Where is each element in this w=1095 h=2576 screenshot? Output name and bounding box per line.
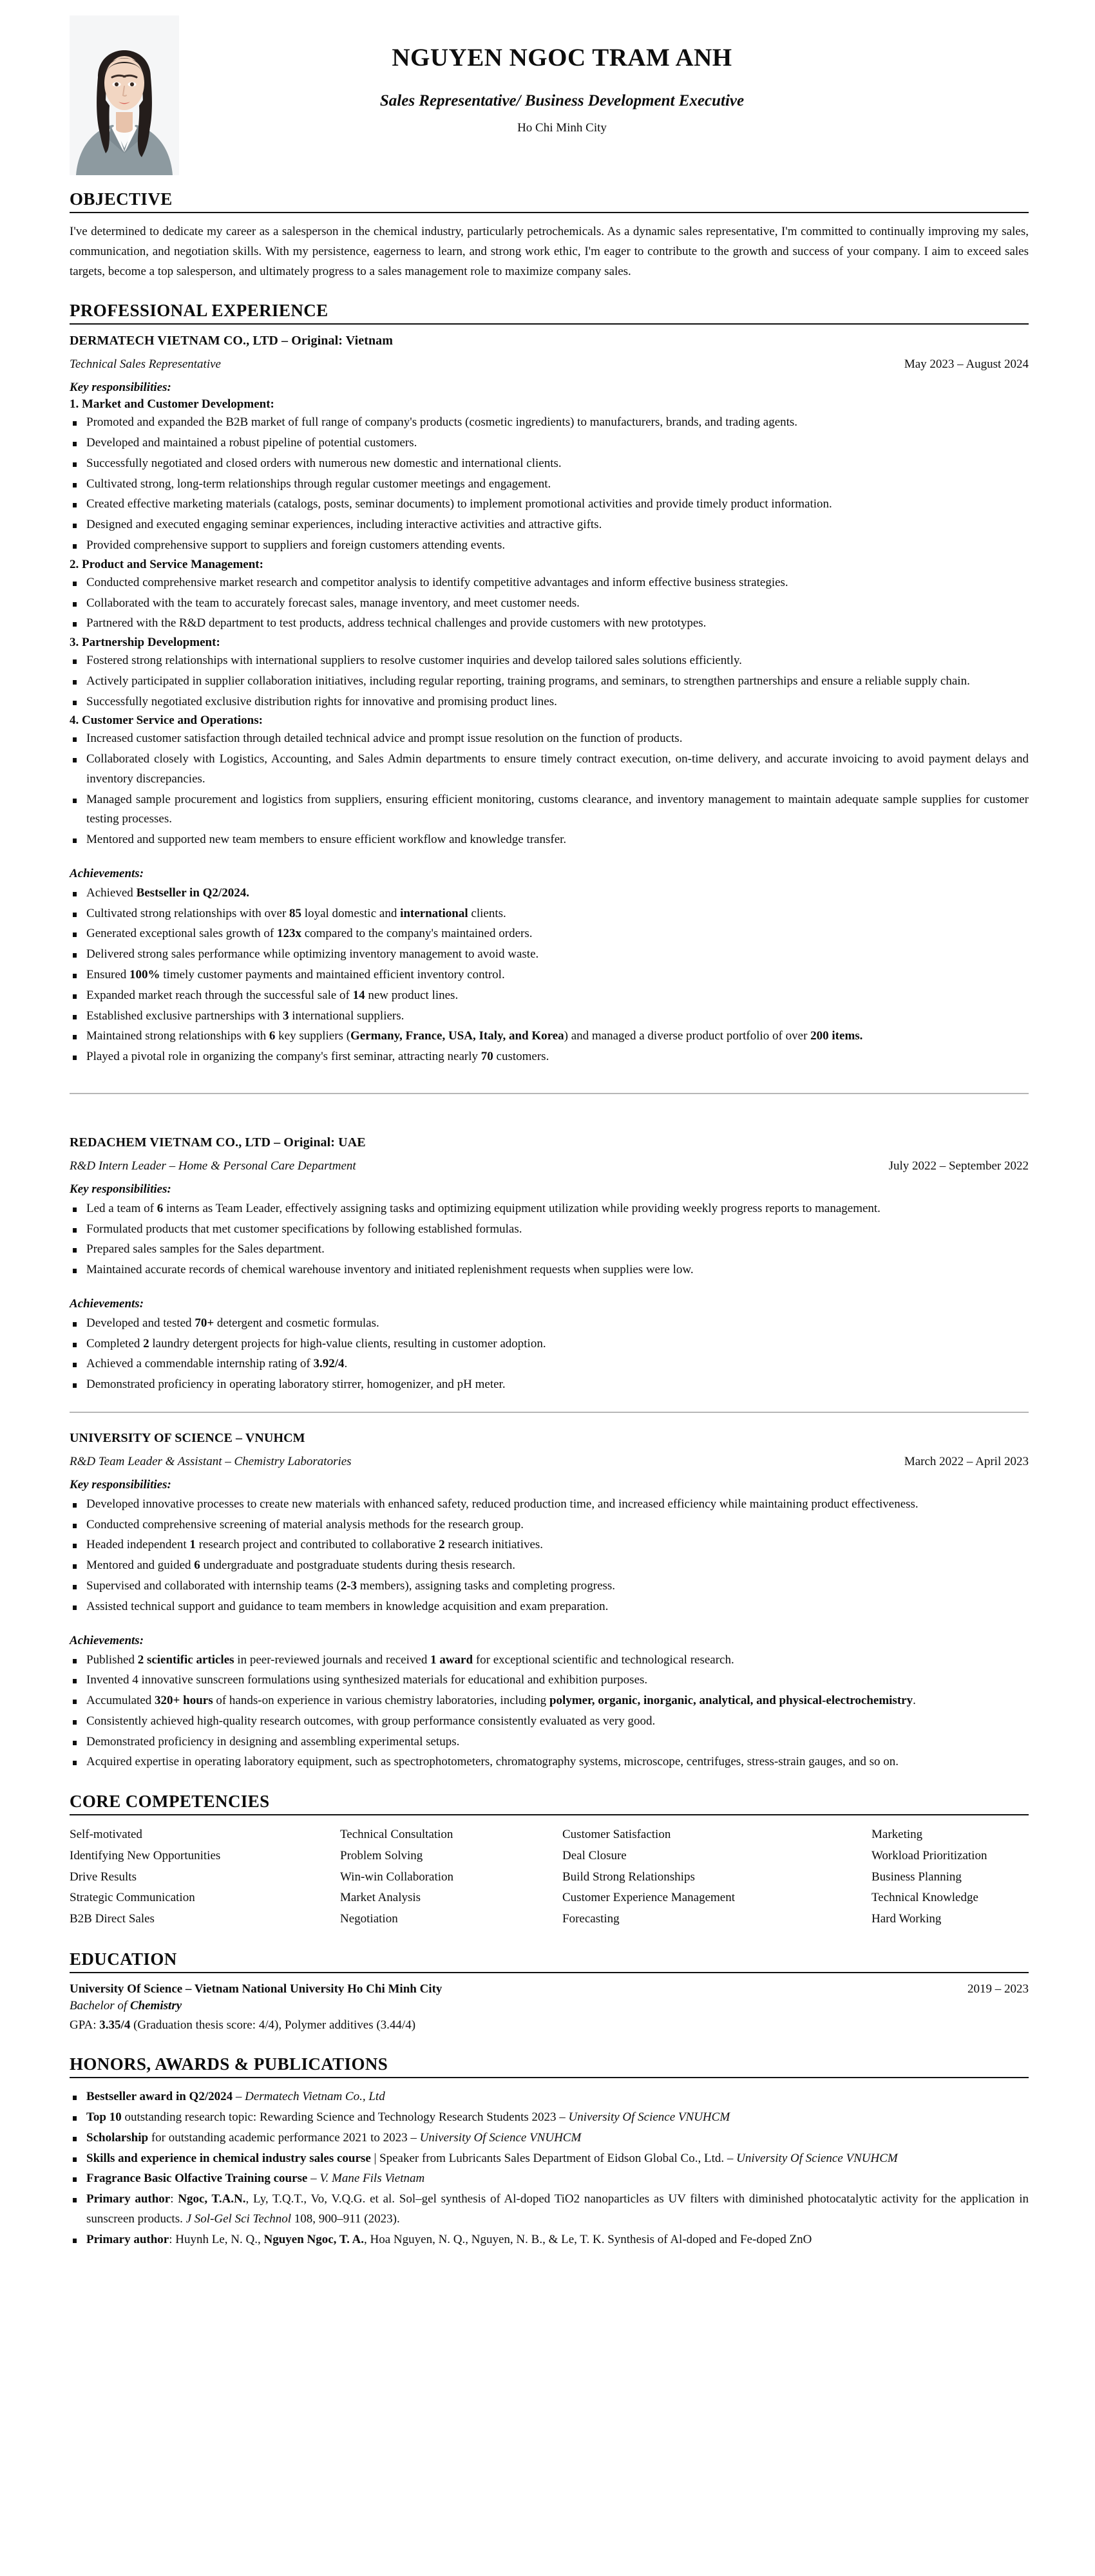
- job-role: R&D Intern Leader – Home & Personal Care Department: [70, 1159, 356, 1173]
- job-divider: [70, 1412, 1029, 1413]
- achievement-item: Published 2 scientific articles in peer-reviewed journals and received 1 award for exceptional scientific and technological research.: [70, 1651, 1029, 1671]
- job-role: Technical Sales Representative: [70, 357, 221, 372]
- competency-item: Win-win Collaboration: [340, 1870, 454, 1884]
- responsibility-item: Maintained accurate records of chemical warehouse inventory and initiated replenishment requests when supplies were low.: [70, 1260, 1029, 1280]
- responsibility-item: Collaborated closely with Logistics, Accounting, and Sales Admin departments to ensure timely contract execution, on-time delivery, and accurate invoicing to avoid payment delays and inventory discrepancies.: [70, 750, 1029, 790]
- achievement-item: Consistently achieved high-quality research outcomes, with group performance consistently evaluated as very good.: [70, 1712, 1029, 1732]
- responsibility-item: Headed independent 1 research project and contributed to collaborative 2 research initiatives.: [70, 1535, 1029, 1555]
- responsibility-item: Fostered strong relationships with international suppliers to resolve customer inquiries and develop tailored sales solutions efficiently.: [70, 651, 1029, 671]
- competency-item: Workload Prioritization: [871, 1848, 987, 1862]
- competency-item: Marketing: [871, 1828, 923, 1842]
- achievement-item: Demonstrated proficiency in designing and assembling experimental setups.: [70, 1732, 1029, 1752]
- honor-item: Fragrance Basic Olfactive Training course – V. Mane Fils Vietnam: [70, 2169, 1029, 2189]
- responsibility-item: Successfully negotiated and closed orders with numerous new domestic and international clients.: [70, 454, 1029, 474]
- section-divider: [70, 2077, 1029, 2078]
- job-dates: May 2023 – August 2024: [904, 357, 1029, 372]
- achievement-item: Played a pivotal role in organizing the company's first seminar, attracting nearly 70 customers.: [70, 1047, 1029, 1067]
- job-divider: [70, 1093, 1029, 1094]
- competency-item: Deal Closure: [562, 1848, 627, 1862]
- section-honors-awards-publications: [70, 2054, 1029, 2249]
- education-years: 2019 – 2023: [967, 1982, 1029, 1996]
- achievements-label: Achievements:: [70, 1296, 144, 1311]
- competency-item: Drive Results: [70, 1870, 137, 1884]
- achievement-item: Delivered strong sales performance while optimizing inventory management to avoid waste.: [70, 945, 1029, 965]
- objective-text: I've determined to dedicate my career as a salesperson in the chemical industry, particularly petrochemicals. As a dynamic sales representative, I'm committed to continually improving my sales, communication, and negotiation skills. With my persistence, eagerness to learn, and strong work ethic, I'm eager to contribute to the growth and success of your company. I aim to exceed sales targets, become a top salesperson, and ultimately progress to a sales management role to maximize company sales.: [70, 225, 1029, 278]
- responsibility-bullets: [70, 1199, 1029, 1280]
- competency-item: Customer Experience Management: [562, 1891, 736, 1905]
- photo-container: [70, 15, 179, 175]
- section-heading-objective: OBJECTIVE: [70, 189, 173, 209]
- competency-item: Negotiation: [340, 1911, 398, 1926]
- honor-item: Skills and experience in chemical industry sales course | Speaker from Lubricants Sales Department of Eidson Global Co., Ltd. – University Of Science VNUHCM: [70, 2149, 1029, 2169]
- achievement-item: Cultivated strong relationships with over 85 loyal domestic and international clients.: [70, 904, 1029, 924]
- responsibilities-label: Key responsibilities:: [70, 1477, 171, 1492]
- responsibility-bullets: [70, 729, 1029, 850]
- responsibility-group-title: 1. Market and Customer Development:: [70, 397, 274, 412]
- competencies-grid: [70, 1824, 1029, 1929]
- degree-major: Chemistry: [129, 1998, 182, 2012]
- competency-item: Customer Satisfaction: [562, 1828, 671, 1842]
- gpa-detail: (Graduation thesis score: 4/4), Polymer additives (3.44/4): [130, 2018, 416, 2032]
- responsibility-item: Designed and executed engaging seminar experiences, including interactive activities and attractive gifts.: [70, 515, 1029, 535]
- achievement-item: Developed and tested 70+ detergent and cosmetic formulas.: [70, 1314, 1029, 1334]
- role-date-row: [70, 357, 1029, 372]
- achievement-item: Established exclusive partnerships with 3 international suppliers.: [70, 1007, 1029, 1027]
- achievement-item: Achieved Bestseller in Q2/2024.: [70, 884, 1029, 904]
- section-education: [70, 1949, 1029, 2036]
- profile-photo: [70, 15, 179, 175]
- responsibilities-label: Key responsibilities:: [70, 381, 171, 395]
- experience-entry: [70, 334, 1029, 1066]
- achievement-bullets: [70, 1651, 1029, 1773]
- achievement-item: Expanded market reach through the successful sale of 14 new product lines.: [70, 986, 1029, 1006]
- achievement-item: Maintained strong relationships with 6 key suppliers (Germany, France, USA, Italy, and Korea) and managed a diverse product portfolio of over 200 items.: [70, 1027, 1029, 1046]
- responsibility-item: Mentored and guided 6 undergraduate and postgraduate students during thesis research.: [70, 1556, 1029, 1576]
- responsibility-item: Conducted comprehensive market research and competitor analysis to identify competitive advantages and inform effective business strategies.: [70, 573, 1029, 593]
- responsibility-group-title: 4. Customer Service and Operations:: [70, 714, 263, 728]
- responsibility-item: Provided comprehensive support to suppliers and foreign customers attending events.: [70, 536, 1029, 556]
- competency-item: Build Strong Relationships: [562, 1870, 695, 1884]
- experience-entry: [70, 1135, 1029, 1395]
- achievement-item: Achieved a commendable internship rating of 3.92/4.: [70, 1354, 1029, 1374]
- competency-item: Market Analysis: [340, 1891, 421, 1905]
- responsibility-item: Led a team of 6 interns as Team Leader, effectively assigning tasks and optimizing equipment utilization while providing weekly progress reports to management.: [70, 1199, 1029, 1219]
- candidate-location: Ho Chi Minh City: [517, 120, 607, 135]
- achievement-item: Acquired expertise in operating laboratory equipment, such as spectrophotometers, chromatography systems, microscope, centrifuges, stress-strain gauges, and so on.: [70, 1752, 1029, 1772]
- company-name: REDACHEM VIETNAM CO., LTD – Original: UAE: [70, 1135, 366, 1150]
- degree-prefix: Bachelor of: [70, 1998, 130, 2012]
- section-core-competencies: [70, 1792, 1029, 1929]
- achievement-item: Invented 4 innovative sunscreen formulations using synthesized materials for educational and exhibition purposes.: [70, 1671, 1029, 1690]
- achievement-item: Demonstrated proficiency in operating laboratory stirrer, homogenizer, and pH meter.: [70, 1375, 1029, 1395]
- role-date-row: [70, 1455, 1029, 1469]
- competency-item: Self-motivated: [70, 1828, 142, 1842]
- section-professional-experience: [70, 301, 1029, 1772]
- responsibility-item: Managed sample procurement and logistics from suppliers, ensuring efficient monitoring, customs clearance, and inventory management to maintain adequate sample supplies for customer testing processes.: [70, 790, 1029, 830]
- responsibility-item: Partnered with the R&D department to test products, address technical challenges and provide customers with new prototypes.: [70, 614, 1029, 634]
- section-divider: [70, 323, 1029, 325]
- company-name: DERMATECH VIETNAM CO., LTD – Original: Vietnam: [70, 334, 394, 348]
- education-degree: [70, 1996, 1029, 2016]
- responsibility-item: Successfully negotiated exclusive distribution rights for innovative and promising product lines.: [70, 692, 1029, 712]
- responsibility-item: Collaborated with the team to accurately forecast sales, manage inventory, and meet customer needs.: [70, 594, 1029, 614]
- honor-item: Primary author: Ngoc, T.A.N., Ly, T.Q.T., Vo, V.Q.G. et al. Sol–gel synthesis of Al-doped TiO2 nanoparticles as UV filters with diminished photocatalytic activity for the application in sunscreen products. J Sol-Gel Sci Technol 108, 900–911 (2023).: [70, 2190, 1029, 2230]
- section-divider: [70, 1814, 1029, 1815]
- experience-entry: [70, 1431, 1029, 1772]
- job-dates: March 2022 – April 2023: [904, 1454, 1029, 1468]
- header-text-block: [179, 15, 1029, 135]
- section-heading-experience: PROFESSIONAL EXPERIENCE: [70, 301, 328, 321]
- responsibility-item: Developed and maintained a robust pipeline of potential customers.: [70, 433, 1029, 453]
- section-heading-education: EDUCATION: [70, 1949, 177, 1969]
- responsibility-item: Actively participated in supplier collaboration initiatives, including regular reporting, training programs, and seminars, to strengthen partnerships and ensure a reliable supply chain.: [70, 672, 1029, 692]
- responsibility-item: Conducted comprehensive screening of material analysis methods for the research group.: [70, 1515, 1029, 1535]
- honor-item: Primary author: Huynh Le, N. Q., Nguyen Ngoc, T. A., Hoa Nguyen, N. Q., Nguyen, N. B., & Le, T. K. Synthesis of Al-doped and Fe-doped ZnO: [70, 2230, 1029, 2250]
- company-name: UNIVERSITY OF SCIENCE – VNUHCM: [70, 1430, 305, 1445]
- responsibility-bullets: [70, 651, 1029, 712]
- honor-item: Scholarship for outstanding academic performance 2021 to 2023 – University Of Science VNUHCM: [70, 2128, 1029, 2148]
- responsibility-item: Supervised and collaborated with internship teams (2-3 members), assigning tasks and completing progress.: [70, 1577, 1029, 1596]
- role-date-row: [70, 1159, 1029, 1173]
- competency-item: Forecasting: [562, 1911, 620, 1926]
- achievement-item: Ensured 100% timely customer payments and maintained efficient inventory control.: [70, 965, 1029, 985]
- honor-item: Bestseller award in Q2/2024 – Dermatech Vietnam Co., Ltd: [70, 2087, 1029, 2107]
- responsibility-item: Promoted and expanded the B2B market of full range of company's products (cosmetic ingredients) to manufacturers, brands, and trading agents.: [70, 413, 1029, 433]
- section-divider: [70, 212, 1029, 213]
- responsibility-item: Prepared sales samples for the Sales department.: [70, 1240, 1029, 1260]
- candidate-title: Sales Representative/ Business Development Executive: [379, 91, 745, 109]
- achievement-item: Generated exceptional sales growth of 123x compared to the company's maintained orders.: [70, 924, 1029, 944]
- resume-header: [70, 0, 1029, 173]
- responsibility-item: Cultivated strong, long-term relationships through regular customer meetings and engagement.: [70, 475, 1029, 495]
- responsibility-group-title: 3. Partnership Development:: [70, 636, 220, 650]
- education-school: University Of Science – Vietnam National University Ho Chi Minh City: [70, 1982, 443, 1996]
- competency-item: Identifying New Opportunities: [70, 1848, 221, 1862]
- responsibilities-label: Key responsibilities:: [70, 1182, 171, 1196]
- responsibility-item: Formulated products that met customer specifications by following established formulas.: [70, 1220, 1029, 1240]
- candidate-name: NGUYEN NGOC TRAM ANH: [392, 44, 732, 71]
- achievement-bullets: [70, 884, 1029, 1067]
- achievements-label: Achievements:: [70, 1633, 144, 1647]
- education-row: [70, 1982, 1029, 1996]
- honor-item: Top 10 outstanding research topic: Rewarding Science and Technology Research Students 2023 – University Of Science VNUHCM: [70, 2108, 1029, 2128]
- competency-item: Technical Knowledge: [871, 1891, 978, 1905]
- responsibility-bullets: [70, 1495, 1029, 1617]
- job-dates: July 2022 – September 2022: [888, 1159, 1029, 1173]
- competency-item: Hard Working: [871, 1911, 942, 1926]
- competency-item: Business Planning: [871, 1870, 962, 1884]
- responsibility-group-title: 2. Product and Service Management:: [70, 557, 263, 571]
- competency-item: Problem Solving: [340, 1848, 423, 1862]
- gpa-value: 3.35/4: [99, 2018, 131, 2032]
- competency-item: Technical Consultation: [340, 1828, 453, 1842]
- responsibility-bullets: [70, 573, 1029, 634]
- section-heading-honors: HONORS, AWARDS & PUBLICATIONS: [70, 2054, 388, 2074]
- gpa-label: GPA:: [70, 2018, 100, 2032]
- responsibility-item: Assisted technical support and guidance to team members in knowledge acquisition and exam preparation.: [70, 1597, 1029, 1617]
- responsibility-bullets: [70, 413, 1029, 555]
- job-role: R&D Team Leader & Assistant – Chemistry Laboratories: [70, 1454, 352, 1468]
- responsibility-item: Increased customer satisfaction through detailed technical advice and prompt issue resolution on the function of products.: [70, 729, 1029, 749]
- responsibility-item: Mentored and supported new team members to ensure efficient workflow and knowledge transfer.: [70, 830, 1029, 850]
- section-objective: [70, 189, 1029, 281]
- competency-item: B2B Direct Sales: [70, 1911, 155, 1926]
- achievement-bullets: [70, 1314, 1029, 1395]
- achievement-item: Accumulated 320+ hours of hands-on experience in various chemistry laboratories, including polymer, organic, inorganic, analytical, and physical-electrochemistry.: [70, 1691, 1029, 1711]
- competency-item: Strategic Communication: [70, 1891, 195, 1905]
- section-heading-competencies: CORE COMPETENCIES: [70, 1792, 270, 1812]
- responsibility-item: Created effective marketing materials (catalogs, posts, seminar documents) to implement promotional activities and provide timely product information.: [70, 495, 1029, 515]
- achievement-item: Completed 2 laundry detergent projects for high-value clients, resulting in customer adoption.: [70, 1334, 1029, 1354]
- education-gpa: [70, 2016, 1029, 2035]
- jobs-list: [70, 334, 1029, 1772]
- responsibility-item: Developed innovative processes to create new materials with enhanced safety, reduced production time, and increased efficiency while maintaining product effectiveness.: [70, 1495, 1029, 1515]
- honors-list: [70, 2087, 1029, 2249]
- section-divider: [70, 1972, 1029, 1973]
- achievements-label: Achievements:: [70, 866, 144, 880]
